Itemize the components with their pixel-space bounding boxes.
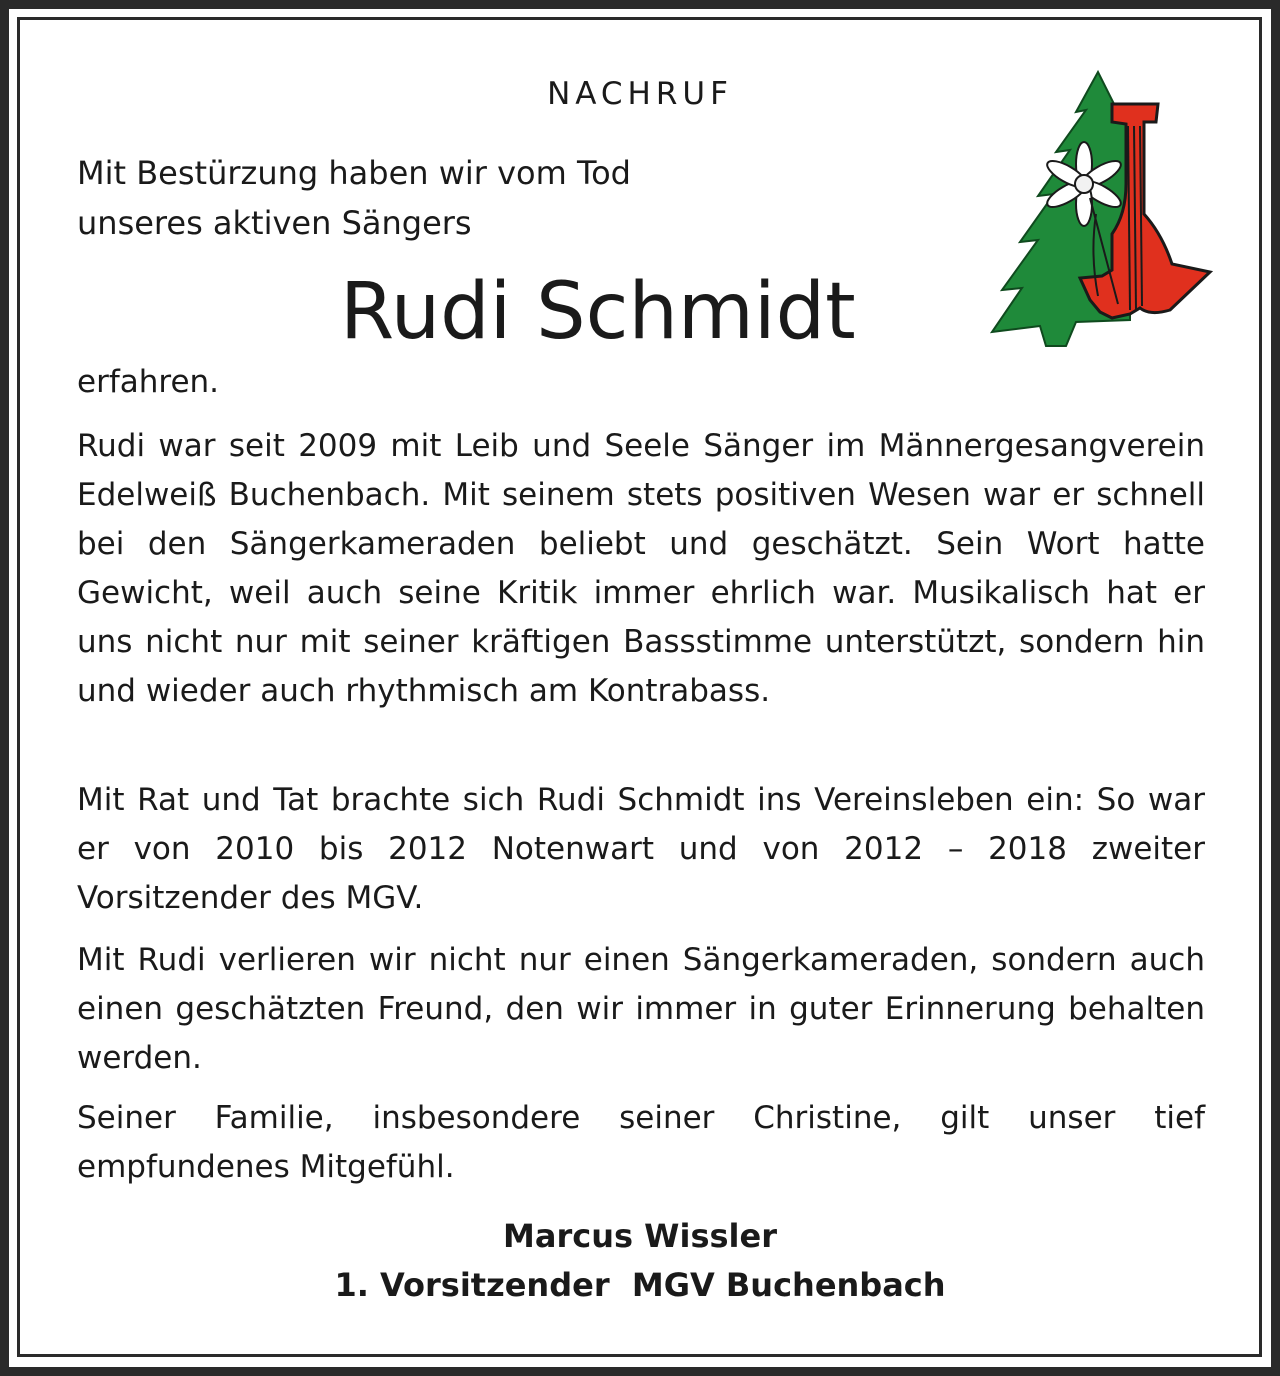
notice-heading: NACHRUF bbox=[547, 76, 733, 112]
club-emblem-icon bbox=[980, 64, 1220, 356]
paragraph-3: Mit Rudi verlieren wir nicht nur einen Sängerkameraden, sondern auch einen geschätzten Freund, den wir immer in guter Erinnerung behalten werden. bbox=[77, 942, 1205, 1076]
paragraph-2: Mit Rat und Tat brachte sich Rudi Schmidt ins Vereinsleben ein: So war er von 2010 bis 2012 Notenwart und von 2012 – 2018 zweiter Vorsitzender des MGV. bbox=[77, 782, 1205, 916]
intro-text bbox=[77, 148, 777, 248]
signer-title: 1. Vorsitzender MGV Buchenbach bbox=[334, 1266, 946, 1304]
intro-line-2: unseres aktiven Sängers bbox=[77, 204, 472, 242]
paragraph-4: Seiner Familie, insbesondere seiner Christine, gilt unser tief empfundenes Mitgefühl. bbox=[77, 1100, 1205, 1185]
paragraph-1: Rudi war seit 2009 mit Leib und Seele Sänger im Männergesangverein Edelweiß Buchenbach. Mit seinem stets positiven Wesen war er schnell bei den Sängerkameraden beliebt und geschätzt. Sein Wort hatte Gewicht, weil auch seine Kritik immer ehrlich war. Musikalisch hat er uns nicht nur mit seiner kräftigen Bassstimme unterstützt, sondern hin und wieder auch rhythmisch am Kontrabass. bbox=[77, 428, 1205, 709]
intro-line-1: Mit Bestürzung haben wir vom Tod bbox=[77, 154, 631, 192]
signer-name: Marcus Wissler bbox=[503, 1217, 777, 1255]
deceased-name: Rudi Schmidt bbox=[340, 267, 856, 357]
intro-ending: erfahren. bbox=[77, 364, 220, 400]
